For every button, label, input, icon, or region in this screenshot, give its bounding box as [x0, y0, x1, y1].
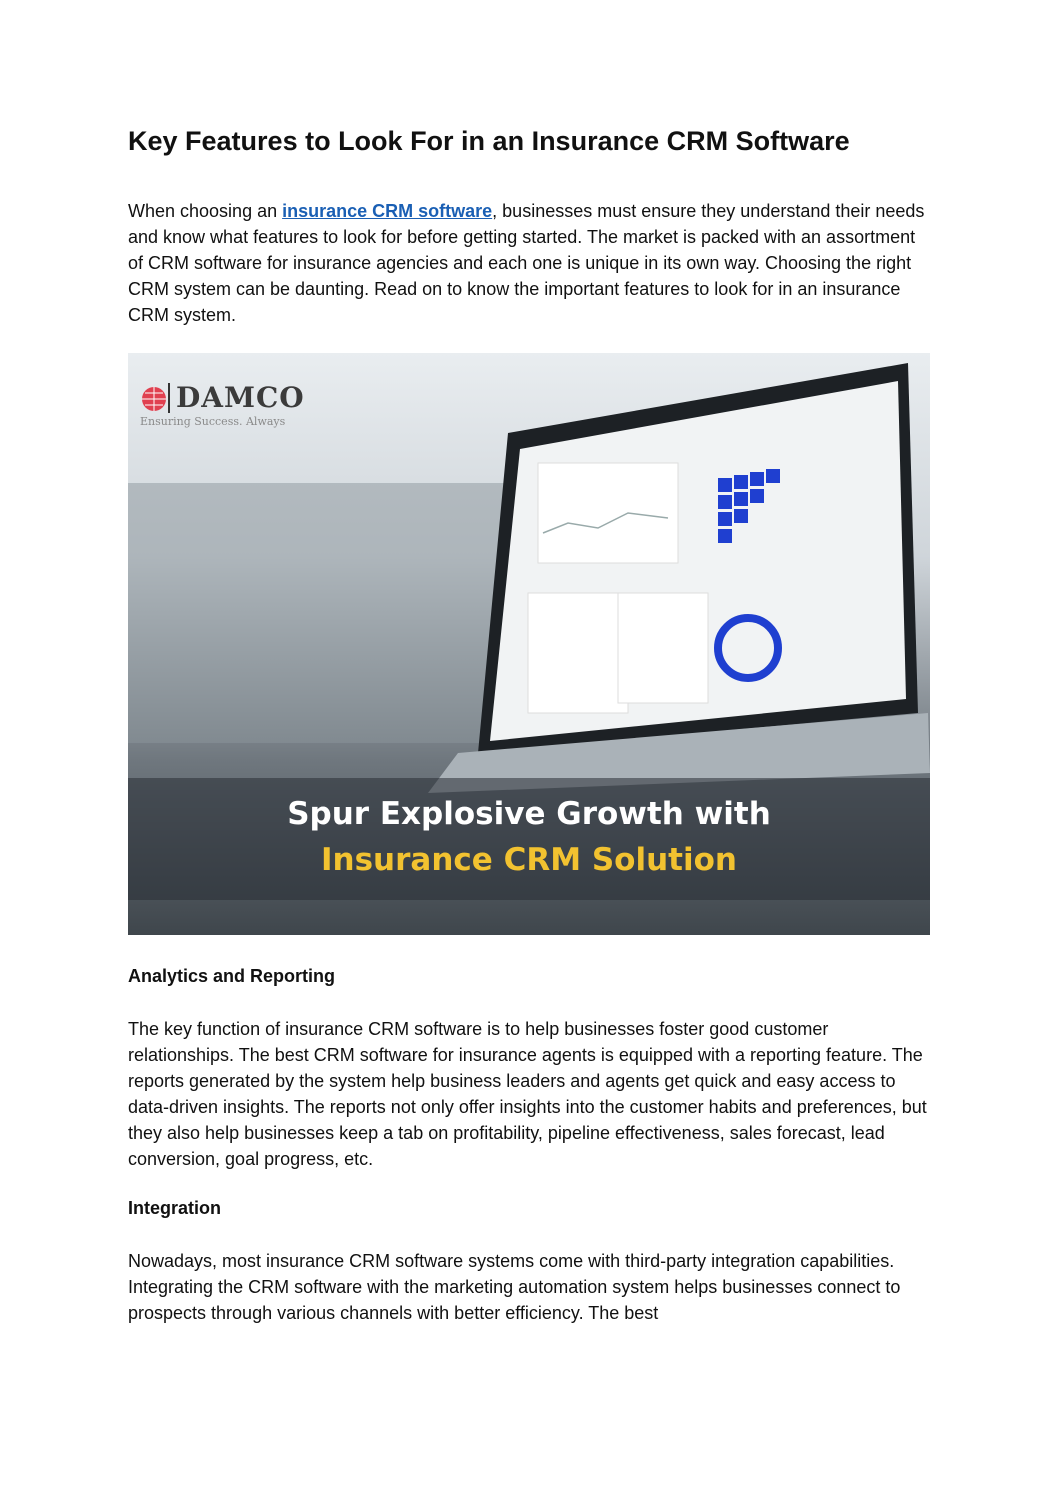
section-body-integration: Nowadays, most insurance CRM software systems come with third-party integration capabilities. Integrating the CRM software with the marketing automation system helps businesses connect to prospects through various channels with better efficiency. The best	[128, 1251, 901, 1323]
headline-line-2: Insurance CRM Solution	[321, 842, 737, 878]
headline-band	[128, 778, 930, 900]
intro-text-cont: , businesses must ensure they understand their needs and know what features to look for before getting started. The market is packed with an assortment of CRM software for insurance agencies and each one is unique in its own way. Choosing the right CRM system can be daunting. Read on to know the important features to look for in an insurance CRM system.	[128, 201, 925, 325]
headline-line-1: Spur Explosive Growth with	[287, 796, 771, 832]
intro-paragraph	[128, 198, 933, 328]
section-body-analytics: The key function of insurance CRM software is to help businesses foster good customer relationships. The best CRM software for insurance agents is equipped with a reporting feature. The reports generated by the system help business leaders and agents get quick and easy access to data-driven insights. The reports not only offer insights into the customer habits and preferences, but they also help businesses keep a tab on profitability, pipeline effectiveness, sales forecast, lead conversion, goal progress, etc.	[128, 1019, 927, 1169]
logo-name: DAMCO	[176, 381, 305, 414]
section-heading-integration: Integration	[128, 1198, 221, 1218]
page-title: Key Features to Look For in an Insurance CRM Software	[128, 126, 850, 156]
insurance-crm-link[interactable]: insurance CRM software	[282, 201, 493, 221]
section-heading-analytics: Analytics and Reporting	[128, 966, 336, 986]
intro-text: When choosing an	[128, 201, 283, 221]
globe-icon	[140, 383, 172, 415]
logo-tagline: Ensuring Success. Always	[140, 415, 286, 428]
hero-image	[128, 353, 930, 935]
